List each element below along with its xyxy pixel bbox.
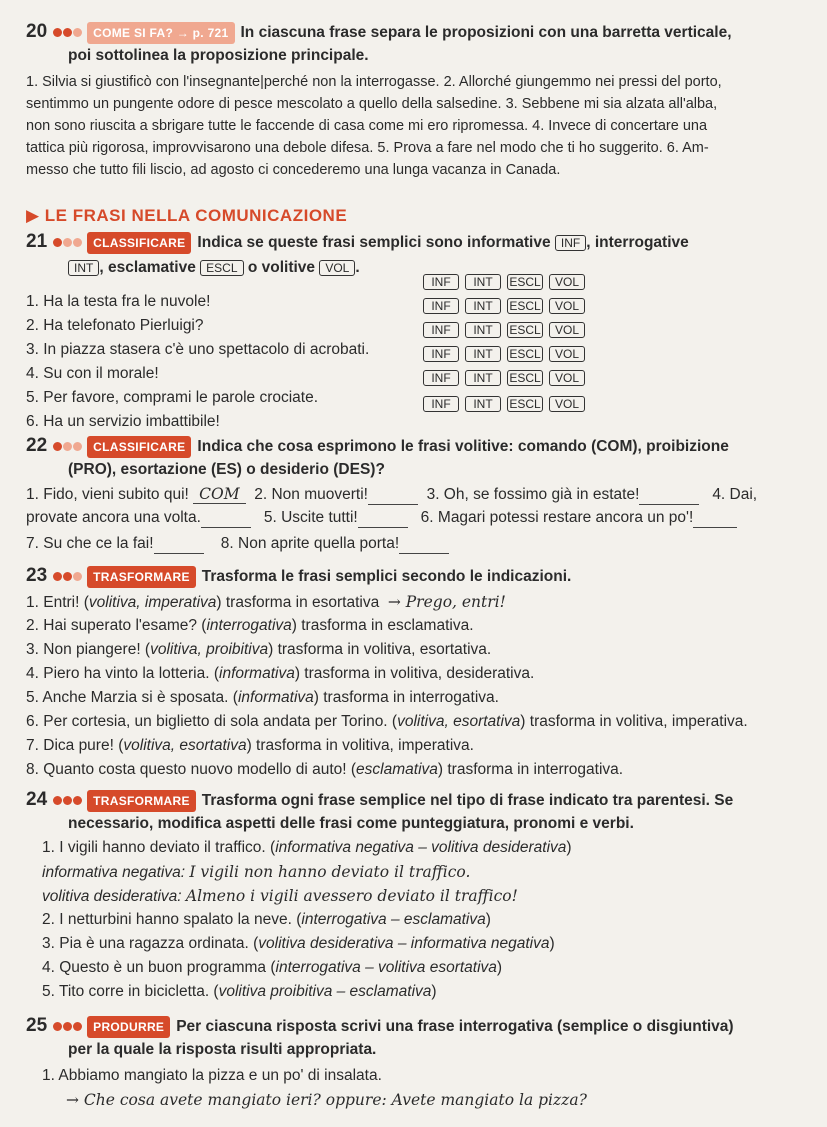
exercise-number: 25 <box>26 1015 48 1037</box>
item-text: 3. Oh, se fossimo già in estate! <box>426 486 640 503</box>
option-inf[interactable]: INF <box>423 396 459 412</box>
instruction-text: , interrogative <box>586 234 689 252</box>
instruction-text: Per ciascuna risposta scrivi una frase interrogativa (semplice o disgiuntiva) <box>176 1018 734 1036</box>
ex25-instruction-cont: per la quale la risposta risulti appropriata. <box>68 1041 377 1058</box>
item-text: 8. Non aprite quella porta! <box>220 535 400 552</box>
ex22-header <box>26 436 817 458</box>
option-int[interactable]: INT <box>465 274 501 290</box>
difficulty-dots <box>53 23 83 43</box>
list-item: 3. Pia è una ragazza ordinata. (volitiva desiderativa – informativa negativa) <box>42 935 555 952</box>
option-vol[interactable]: VOL <box>549 396 585 412</box>
answer-field[interactable] <box>399 553 449 554</box>
list-item: 2. I netturbini hanno spalato la neve. (interrogativa – esclamativa) <box>42 911 491 928</box>
inf-label-box: INF <box>555 235 586 251</box>
exercise-tag: CLASSIFICARE <box>87 232 191 254</box>
option-inf[interactable]: INF <box>423 322 459 338</box>
option-escl[interactable]: ESCL <box>507 346 543 362</box>
item-text: 7. Su che ce la fai! <box>26 535 154 552</box>
list-item: 8. Quanto costa questo nuovo modello di auto! (esclamativa) trasforma in interrogativa. <box>26 761 624 778</box>
list-item: 1. Entri! (volitiva, imperativa) trasforma in esortativa → Prego, entri! <box>26 593 506 611</box>
ex24-header <box>26 790 817 812</box>
option-row <box>423 370 591 386</box>
option-int[interactable]: INT <box>465 298 501 314</box>
exercise-number: 20 <box>26 21 48 43</box>
handwritten-answer: → Prego, entri! <box>387 593 506 611</box>
ex22-instruction-cont: (PRO), esortazione (ES) o desiderio (DES)? <box>68 461 385 478</box>
ex23-header <box>26 566 817 588</box>
list-item: 1. Abbiamo mangiato la pizza e un po' di insalata. <box>42 1067 382 1084</box>
list-item: 2. Hai superato l'esame? (interrogativa) trasforma in esclamativa. <box>26 617 474 634</box>
option-inf[interactable]: INF <box>423 298 459 314</box>
option-escl[interactable]: ESCL <box>507 370 543 386</box>
option-row <box>423 322 591 338</box>
instruction-text: . <box>355 259 360 276</box>
exercise-tag: TRASFORMARE <box>87 566 196 588</box>
item-text: 1. Fido, vieni subito qui! <box>26 486 189 503</box>
option-escl[interactable]: ESCL <box>507 322 543 338</box>
ex20-text-line: non sono riuscita a sbrigare tutte le faccende di casa come mi ero ripromessa. 4. Invece di concertare una <box>26 118 708 134</box>
difficulty-dots <box>53 1017 83 1037</box>
option-int[interactable]: INT <box>465 396 501 412</box>
option-inf[interactable]: INF <box>423 346 459 362</box>
answer-field[interactable] <box>639 504 699 505</box>
answer-field[interactable]: COM <box>193 485 245 504</box>
item-text: 2. Non muoverti! <box>254 486 368 503</box>
instruction-text: Trasforma ogni frase semplice nel tipo di frase indicato tra parentesi. Se <box>201 792 734 810</box>
exercise-tag: CLASSIFICARE <box>87 436 191 458</box>
option-inf[interactable]: INF <box>423 370 459 386</box>
option-row <box>423 274 591 290</box>
list-item: 2. Ha telefonato Pierluigi? <box>26 317 204 334</box>
ex20-text-line: 1. Silvia si giustificò con l'insegnante|perché non la interrogasse. 2. Allorché giungemmo nei pressi del porto, <box>26 74 722 90</box>
list-item: 3. In piazza stasera c'è uno spettacolo di acrobati. <box>26 341 370 358</box>
list-item: 1. Ha la testa fra le nuvole! <box>26 293 211 310</box>
vol-label-box: VOL <box>319 260 355 276</box>
difficulty-dots <box>53 567 83 587</box>
instruction-text: , esclamative <box>99 259 196 276</box>
ex22-line <box>26 484 817 505</box>
ex20-header <box>26 22 817 44</box>
ex20-text-line: tattica più rigorosa, improvvisarono una debole difesa. 5. Prova a fare nel modo che ti ho suggerito. 6. Am- <box>26 140 709 156</box>
instruction-text: Indica che cosa esprimono le frasi volitive: comando (COM), proibizione <box>197 438 729 456</box>
list-item: 4. Questo è un buon programma (interrogativa – volitiva esortativa) <box>42 959 503 976</box>
item-text: 6. Magari potessi restare ancora un po'! <box>420 509 694 526</box>
ex22-line <box>26 508 817 528</box>
item-text: provate ancora una volta. <box>26 509 201 526</box>
list-item: 1. I vigili hanno deviato il traffico. (informativa negativa – volitiva desiderativa) <box>42 839 572 856</box>
answer-field[interactable] <box>201 527 251 528</box>
handwritten-answer: → Che cosa avete mangiato ieri? oppure: Avete mangiato la pizza? <box>66 1091 587 1109</box>
difficulty-dots <box>53 437 83 457</box>
ex25-header <box>26 1016 817 1038</box>
exercise-number: 22 <box>26 435 48 457</box>
exercise-tag: COME SI FA? → p. 721 <box>87 22 234 44</box>
list-item: 5. Anche Marzia si è sposata. (informativa) trasforma in interrogativa. <box>26 689 499 706</box>
option-int[interactable]: INT <box>465 370 501 386</box>
section-title <box>26 206 347 226</box>
instruction-text: Trasforma le frasi semplici secondo le indicazioni. <box>201 568 572 586</box>
option-escl[interactable]: ESCL <box>507 396 543 412</box>
ex20-instruction-cont: poi sottolinea la proposizione principale. <box>68 47 369 64</box>
difficulty-dots <box>53 791 83 811</box>
exercise-tag: TRASFORMARE <box>87 790 196 812</box>
section-title-text: LE FRASI NELLA COMUNICAZIONE <box>44 206 348 225</box>
handwritten-answer: volitiva desiderativa: Almeno i vigili avessero deviato il traffico! <box>42 887 518 905</box>
ex20-text-line: messo che tutto fili liscio, ad agosto ci concederemo una lunga vacanza in Canada. <box>26 162 561 178</box>
instruction-text: o volitive <box>247 259 316 276</box>
list-item: 4. Piero ha vinto la lotteria. (informativa) trasforma in volitiva, desiderativa. <box>26 665 535 682</box>
answer-field[interactable] <box>693 527 737 528</box>
option-escl[interactable]: ESCL <box>507 274 543 290</box>
handwritten-answer: informativa negativa: I vigili non hanno deviato il traffico. <box>42 863 471 881</box>
list-item: 5. Tito corre in bicicletta. (volitiva proibitiva – esclamativa) <box>42 983 437 1000</box>
list-item: 6. Per cortesia, un biglietto di sola andata per Torino. (volitiva, esortativa) trasforma in volitiva, imperativa. <box>26 713 748 730</box>
list-item: 5. Per favore, comprami le parole crociate. <box>26 389 319 406</box>
option-row <box>423 298 591 314</box>
int-label-box: INT <box>68 260 99 276</box>
option-vol[interactable]: VOL <box>549 274 585 290</box>
instruction-text: Indica se queste frasi semplici sono informative <box>197 234 551 252</box>
option-int[interactable]: INT <box>465 322 501 338</box>
list-item: 6. Ha un servizio imbattibile! <box>26 413 220 430</box>
list-item: 7. Dica pure! (volitiva, esortativa) trasforma in volitiva, imperativa. <box>26 737 474 754</box>
option-vol[interactable]: VOL <box>549 370 585 386</box>
list-item: 4. Su con il morale! <box>26 365 159 382</box>
exercise-number: 21 <box>26 231 48 253</box>
exercise-number: 24 <box>26 789 48 811</box>
ex22-line <box>26 534 817 554</box>
option-vol[interactable]: VOL <box>549 322 585 338</box>
ex24-instruction-cont: necessario, modifica aspetti delle frasi come punteggiatura, pronomi e verbi. <box>68 815 634 832</box>
item-text: 4. Dai, <box>712 486 758 503</box>
ex20-text-line: sentimmo un pungente odore di pesce mescolato a quello della salsedine. 3. Sebbene mi sia alzata all'alba, <box>26 96 718 112</box>
option-escl[interactable]: ESCL <box>507 298 543 314</box>
item-text: 5. Uscite tutti! <box>263 509 358 526</box>
option-int[interactable]: INT <box>465 346 501 362</box>
option-vol[interactable]: VOL <box>549 346 585 362</box>
instruction-text: In ciascuna frase separa le proposizioni con una barretta verticale, <box>240 24 732 42</box>
exercise-number: 23 <box>26 565 48 587</box>
difficulty-dots <box>53 233 83 253</box>
option-row <box>423 396 591 412</box>
answer-field[interactable] <box>154 553 204 554</box>
list-item: 3. Non piangere! (volitiva, proibitiva) trasforma in volitiva, esortativa. <box>26 641 492 658</box>
exercise-tag: PRODURRE <box>87 1016 170 1038</box>
option-vol[interactable]: VOL <box>549 298 585 314</box>
triangle-bullet-icon: ▶ <box>26 206 45 225</box>
escl-label-box: ESCL <box>200 260 243 276</box>
ex21-header <box>26 232 817 254</box>
answer-field[interactable] <box>358 527 408 528</box>
option-inf[interactable]: INF <box>423 274 459 290</box>
option-row <box>423 346 591 362</box>
answer-field[interactable] <box>368 504 418 505</box>
